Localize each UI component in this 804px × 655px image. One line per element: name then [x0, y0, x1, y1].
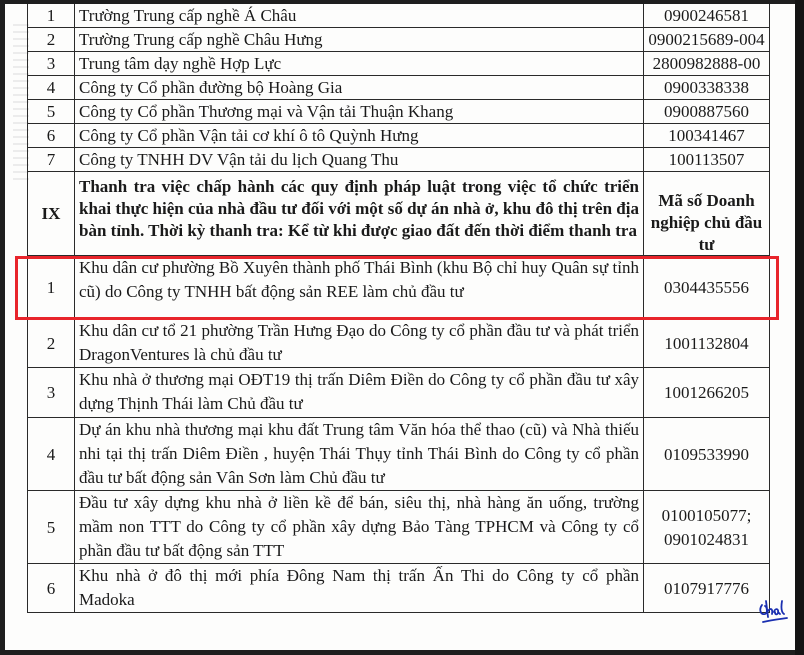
organization-name: Công ty TNHH DV Vận tải du lịch Quang Thu [75, 148, 644, 172]
investor-tax-code [644, 418, 770, 491]
project-name: Khu dân cư phường Bồ Xuyên thành phố Thái Bình (khu Bộ chỉ huy Quân sự tỉnh cũ) do Công ty TNHH bất động sản REE làm chủ đầu tư [75, 256, 644, 319]
tax-code: 0304435556 [664, 277, 749, 297]
organization-name: Công ty Cổ phần Vận tải cơ khí ô tô Quỳnh Hưng [75, 124, 644, 148]
section-title [75, 172, 644, 256]
investor-tax-code [644, 564, 770, 613]
table-row [28, 28, 770, 52]
table-row [28, 4, 770, 28]
inspection-table [27, 4, 770, 613]
project-name: Khu dân cư tổ 21 phường Trần Hưng Đạo do Công ty cổ phần đầu tư và phát triển DragonVentures là chủ đầu tư [75, 319, 644, 368]
scanned-page [5, 4, 795, 650]
project-name: Khu nhà ở đô thị mới phía Đông Nam thị trấn Ấn Thi do Công ty cổ phần Madoka [75, 564, 644, 613]
viewer-frame-edge [795, 0, 804, 655]
table-row [28, 76, 770, 100]
tax-code: 0900215689-004 [644, 28, 770, 52]
code-column-header-text: Mã số Doanh nghiệp chủ đầu tư [650, 191, 763, 254]
tax-code: 100341467 [644, 124, 770, 148]
row-number: 1 [28, 256, 75, 319]
table-row [28, 52, 770, 76]
row-number: 6 [28, 564, 75, 613]
table-row [28, 564, 770, 613]
table-row [28, 148, 770, 172]
table-row [28, 100, 770, 124]
code-column-header [644, 172, 770, 256]
tax-code: 0109533990 [664, 444, 749, 464]
table-row [28, 418, 770, 491]
organization-name: Trung tâm dạy nghề Hợp Lực [75, 52, 644, 76]
organization-name: Trường Trung cấp nghề Á Châu [75, 4, 644, 28]
organization-name: Trường Trung cấp nghề Châu Hưng [75, 28, 644, 52]
investor-tax-code [644, 491, 770, 564]
tax-code: 0900338338 [644, 76, 770, 100]
tax-code: 2800982888-00 [644, 52, 770, 76]
row-number: 2 [28, 28, 75, 52]
project-name: Đầu tư xây dựng khu nhà ở liền kề để bán, siêu thị, nhà hàng ăn uống, trường mầm non TTT do Công ty cổ phần xây dựng Bảo Tàng TPHCM và Công ty cổ phần đầu tư bất động sản TTT [75, 491, 644, 564]
section-title-text: Thanh tra việc chấp hành các quy định pháp luật trong việc tổ chức triển khai thực hiện của nhà đầu tư đối với một số dự án nhà ở, khu đô thị trên địa bàn tỉnh. Thời kỳ thanh tra: Kể từ khi được giao đất đến thời điểm thanh tra [79, 177, 639, 240]
table-row [28, 319, 770, 368]
project-name: Khu nhà ở thương mại OĐT19 thị trấn Diêm Điền do Công ty cổ phần đầu tư xây dựng Thịnh Thái làm Chủ đầu tư [75, 368, 644, 418]
row-number: 1 [28, 4, 75, 28]
row-number: 6 [28, 124, 75, 148]
row-number: 5 [28, 100, 75, 124]
row-number: 4 [28, 418, 75, 491]
tax-code: 0901024831 [664, 529, 749, 549]
row-number: 4 [28, 76, 75, 100]
tax-code: 100113507 [644, 148, 770, 172]
row-number: 3 [28, 368, 75, 418]
investor-tax-code [644, 368, 770, 418]
tax-code: 0900887560 [644, 100, 770, 124]
section-number: IX [28, 172, 75, 256]
organization-name: Công ty Cổ phần Thương mại và Vận tải Thuận Khang [75, 100, 644, 124]
tax-code: 1001132804 [664, 333, 749, 353]
section-header-row [28, 172, 770, 256]
table-row-highlighted [28, 256, 770, 319]
signature-initials-icon [756, 597, 792, 627]
tax-code: 0107917776 [664, 578, 749, 598]
organization-name: Công ty Cổ phần đường bộ Hoàng Gia [75, 76, 644, 100]
row-number: 2 [28, 319, 75, 368]
row-number: 5 [28, 491, 75, 564]
investor-tax-code [644, 256, 770, 319]
row-number: 3 [28, 52, 75, 76]
table-row [28, 491, 770, 564]
table-row [28, 124, 770, 148]
row-number: 7 [28, 148, 75, 172]
tax-code: 1001266205 [664, 383, 749, 402]
table-row [28, 368, 770, 418]
project-name: Dự án khu nhà thương mại khu đất Trung tâm Văn hóa thể thao (cũ) và Nhà thiếu nhi tại thị trấn Diêm Điền , huyện Thái Thụy tỉnh Thái Bình do Công ty cổ phần đầu tư bất động sản Vân Sơn làm Chủ đầu tư [75, 418, 644, 491]
tax-code: 0100105077; [661, 505, 752, 525]
tax-code: 0900246581 [644, 4, 770, 28]
investor-tax-code [644, 319, 770, 368]
